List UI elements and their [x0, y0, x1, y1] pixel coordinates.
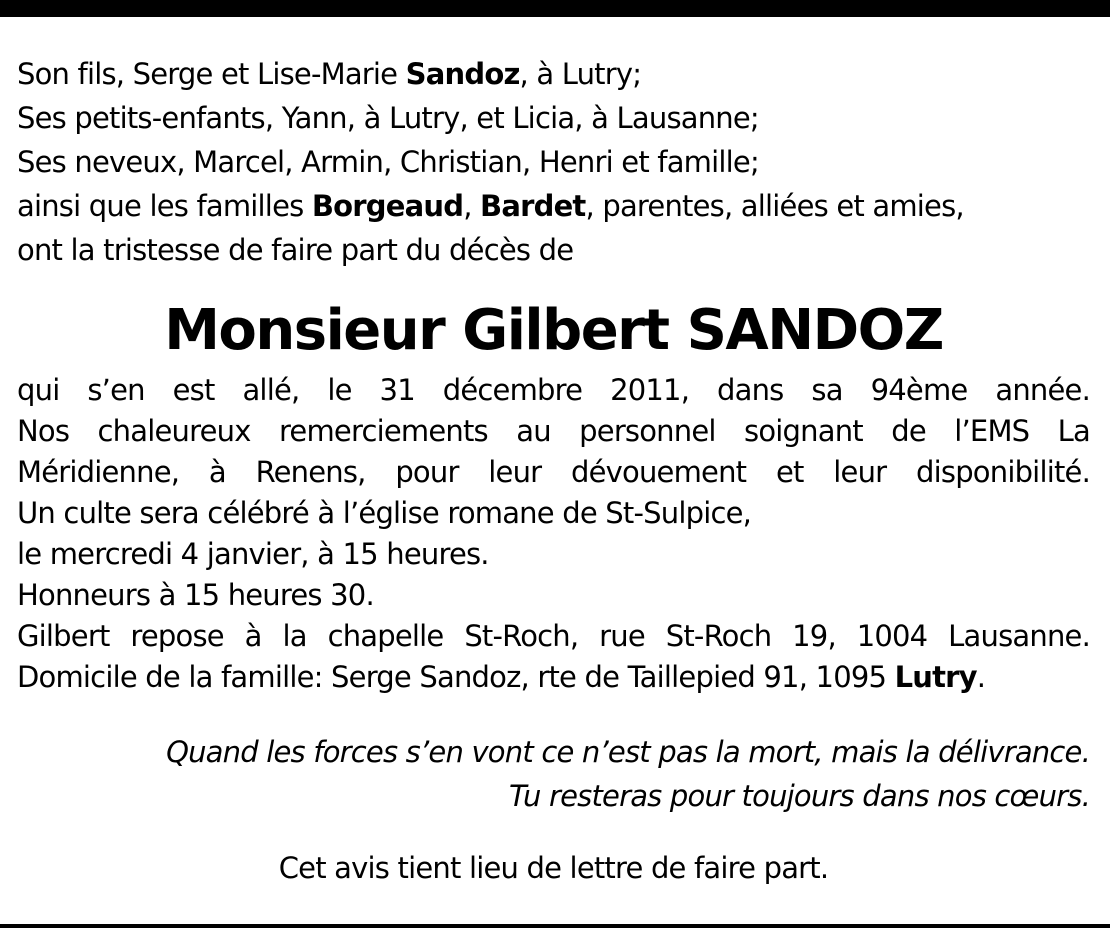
body-line-domicile [17, 657, 1090, 698]
family-surname-bold: Sandoz [405, 57, 520, 91]
family-line-families-rest: , parentes, alliées et amies, [585, 189, 964, 223]
bottom-border-rule [0, 924, 1110, 928]
body-line-thanks: Nos chaleureux remerciements au personnel soignant de l’EMS La [17, 414, 1090, 448]
body-line-honours: Honneurs à 15 heures 30. [17, 578, 374, 612]
domicile-town-bold: Lutry [894, 660, 977, 694]
deceased-name: Monsieur Gilbert SANDOZ [164, 298, 943, 363]
body-line-date: qui s’en est allé, le 31 décembre 2011, dans sa 94ème année. [17, 373, 1090, 407]
family-line-son-place: , à Lutry; [519, 57, 642, 91]
family-line-son-text: Son fils, Serge et Lise-Marie [17, 57, 406, 91]
family-line-son [17, 52, 1090, 96]
family-announcement [17, 52, 1090, 272]
body-line-thanks-cont: Méridienne, à Renens, pour leur dévouement et leur disponibilité. [17, 455, 1090, 489]
quote-line-2: Tu resteras pour toujours dans nos cœurs. [508, 779, 1090, 813]
obituary-notice [17, 52, 1090, 890]
family-line-grandchildren: Ses petits-enfants, Yann, à Lutry, et Licia, à Lausanne; [17, 101, 759, 135]
family-name-bardet: Bardet [480, 189, 586, 223]
memorial-quote [17, 730, 1090, 818]
top-border-rule [0, 0, 1110, 17]
notice-body [17, 370, 1090, 698]
family-line-nephews: Ses neveux, Marcel, Armin, Christian, Henri et famille; [17, 145, 759, 179]
body-line-domicile-end: . [976, 660, 986, 694]
family-line-announcement: ont la tristesse de faire part du décès de [17, 233, 574, 267]
body-line-service: Un culte sera célébré à l’église romane de St-Sulpice, [17, 496, 752, 530]
family-name-separator: , [463, 189, 481, 223]
body-line-domicile-text: Domicile de la famille: Serge Sandoz, rte de Taillepied 91, 1095 [17, 660, 895, 694]
closing-note: Cet avis tient lieu de lettre de faire part. [278, 851, 829, 885]
family-line-families [17, 184, 1090, 228]
quote-line-1: Quand les forces s’en vont ce n’est pas la mort, mais la délivrance. [166, 735, 1090, 769]
family-name-borgeaud: Borgeaud [311, 189, 464, 223]
family-line-families-text: ainsi que les familles [17, 189, 312, 223]
body-line-service-date: le mercredi 4 janvier, à 15 heures. [17, 537, 489, 571]
body-line-repose: Gilbert repose à la chapelle St-Roch, rue St-Roch 19, 1004 Lausanne. [17, 619, 1090, 653]
